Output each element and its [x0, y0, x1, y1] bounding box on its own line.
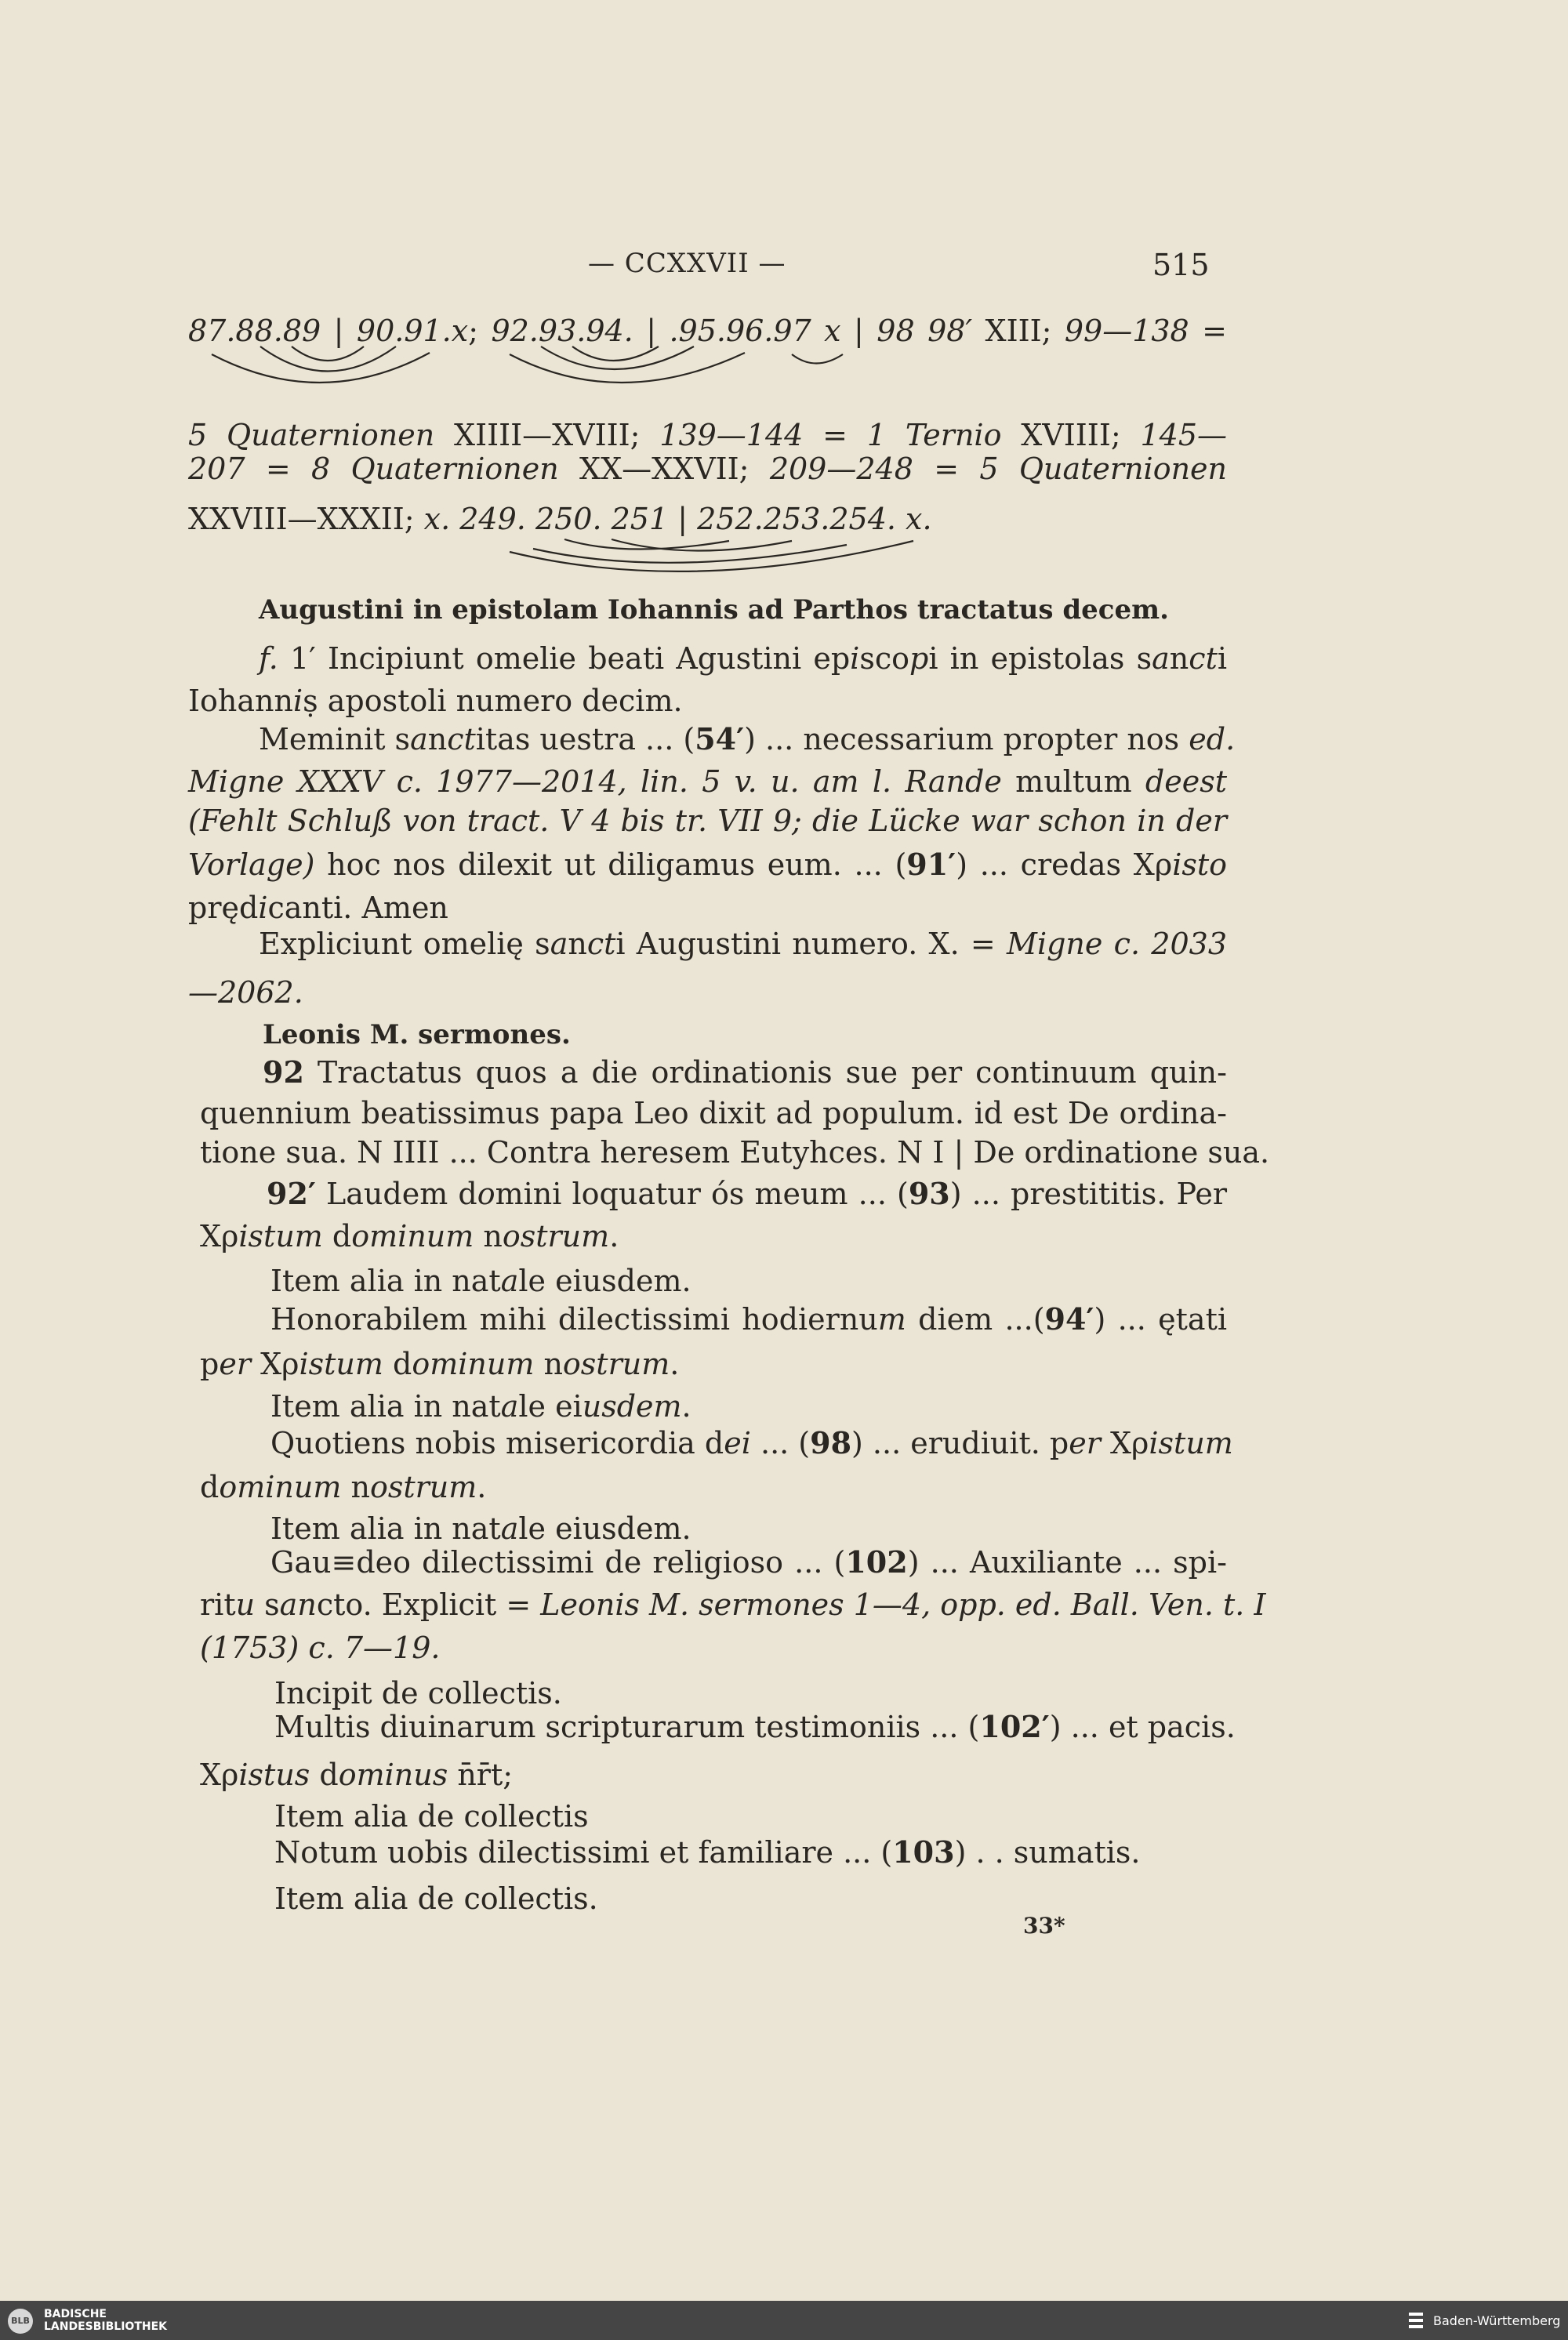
- leo-line-10: Quotiens nobis misericordia dei ... (98) ... erudiuit. per Χρistum: [270, 1425, 1233, 1460]
- arc-93-96: [541, 346, 694, 369]
- leo-line-1: 92 Tractatus quos a die ordinationis sue per continuum quin-: [263, 1054, 1227, 1090]
- augustine-line-9: —2062.: [188, 975, 303, 1010]
- arc-94-95: [572, 346, 659, 361]
- quire-line-4: XXVIII—XXXII; x. 249. 250. 251 | 252.253.254. x.: [188, 502, 932, 536]
- augustine-line-3: Meminit sanctitas uestra ... (54′) ... necessarium propter nos ed.: [259, 721, 1236, 756]
- signature-mark: 33*: [1023, 1913, 1065, 1939]
- footer-bar: [0, 2301, 1568, 2340]
- quire-line-3: 207 = 8 Quaternionen XX—XXVII; 209—248 = 5 Quaternionen: [188, 452, 1228, 486]
- library-name[interactable]: BADISCHE LANDESBIBLIOTHEK: [44, 2308, 168, 2333]
- leo-line-15: (1753) c. 7—19.: [200, 1631, 441, 1665]
- section-heading-augustine: Augustini in epistolam Iohannis ad Parthos tractatus decem.: [259, 594, 1169, 626]
- leo-line-18: Χρistus dominus n̄r̄t;: [200, 1758, 514, 1792]
- leo-line-14: ritu sancto. Explicit = Leonis M. sermones 1—4, opp. ed. Ball. Ven. t. I: [200, 1587, 1266, 1622]
- leo-line-21: Item alia de collectis.: [274, 1881, 598, 1916]
- arc-x-98: [792, 354, 843, 364]
- arc-89-90: [292, 346, 364, 361]
- state-name[interactable]: Baden-Württemberg: [1433, 2313, 1561, 2328]
- augustine-line-2: Iohanniṣ apostoli numero decim.: [188, 684, 683, 718]
- augustine-line-4: Migne XXXV c. 1977—2014, lin. 5 v. u. am l. Rande multum deest: [188, 764, 1227, 799]
- quire-line-1: 87.88.89 | 90.91.x; 92.93.94. | .95.96.97 x | 98 98′ XIII; 99—138 =: [188, 314, 1228, 348]
- leo-line-8: per Χρistum dominum nostrum.: [200, 1347, 680, 1381]
- leo-line-19: Item alia de collectis: [274, 1799, 589, 1834]
- leo-line-16: Incipit de collectis.: [274, 1676, 562, 1711]
- arc-87-x: [212, 353, 430, 383]
- augustine-line-5: (Fehlt Schluß von tract. V 4 bis tr. VII 9; die Lücke war schon in der: [188, 804, 1227, 838]
- leo-line-20: Notum uobis dilectissimi et familiare ... (103) . . sumatis.: [274, 1834, 1141, 1870]
- quire-line-2: 5 Quaternionen XIIII—XVIII; 139—144 = 1 Ternio XVIIII; 145—: [188, 418, 1228, 452]
- section-heading-leo: Leonis M. sermones.: [263, 1019, 571, 1050]
- page-number: 515: [1152, 248, 1210, 282]
- baden-wuerttemberg-lions-icon: [1407, 2311, 1425, 2330]
- leo-line-12: Item alia in natale eiusdem.: [270, 1511, 691, 1546]
- leo-line-7: Honorabilem mihi dilectissimi hodiernum diem ...(94′) ... ętati: [270, 1301, 1227, 1337]
- leo-line-6: Item alia in natale eiusdem.: [270, 1264, 691, 1298]
- leo-line-11: dominum nostrum.: [200, 1470, 487, 1504]
- leo-line-2: quennium beatissimus papa Leo dixit ad populum. id est De ordina-: [200, 1096, 1227, 1130]
- blb-logo-icon[interactable]: BLB: [8, 2309, 33, 2334]
- leo-line-3: tione sua. N IIII ... Contra heresem Eutyhces. N I | De ordinatione sua.: [200, 1135, 1270, 1170]
- running-header: — CCXXVII —: [588, 248, 786, 279]
- leo-line-5: Χρistum dominum nostrum.: [200, 1219, 619, 1253]
- augustine-line-8: Expliciunt omelię sancti Augustini numero. X. = Migne c. 2033: [259, 927, 1227, 961]
- arc-92-97: [510, 353, 745, 383]
- leo-line-4: 92′ Laudem domini loquatur ós meum ... (93) ... prestititis. Per: [267, 1176, 1227, 1211]
- augustine-line-6: Vorlage) hoc nos dilexit ut diligamus eum. ... (91′) ... credas Χρisto: [188, 847, 1228, 882]
- leo-line-17: Multis diuinarum scripturarum testimoniis ... (102′) ... et pacis.: [274, 1709, 1236, 1744]
- augustine-line-1: f. 1′ Incipiunt omelie beati Agustini episcopi in epistolas sancti: [259, 641, 1227, 676]
- leo-line-13: Gau≡deo dilectissimi de religioso ... (102) ... Auxiliante ... spi-: [270, 1544, 1227, 1580]
- leo-line-9: Item alia in natale eiusdem.: [270, 1389, 691, 1424]
- augustine-line-7: prędicanti. Amen: [188, 891, 448, 925]
- arc-88-91: [260, 346, 396, 372]
- arc-250-253: [533, 545, 847, 563]
